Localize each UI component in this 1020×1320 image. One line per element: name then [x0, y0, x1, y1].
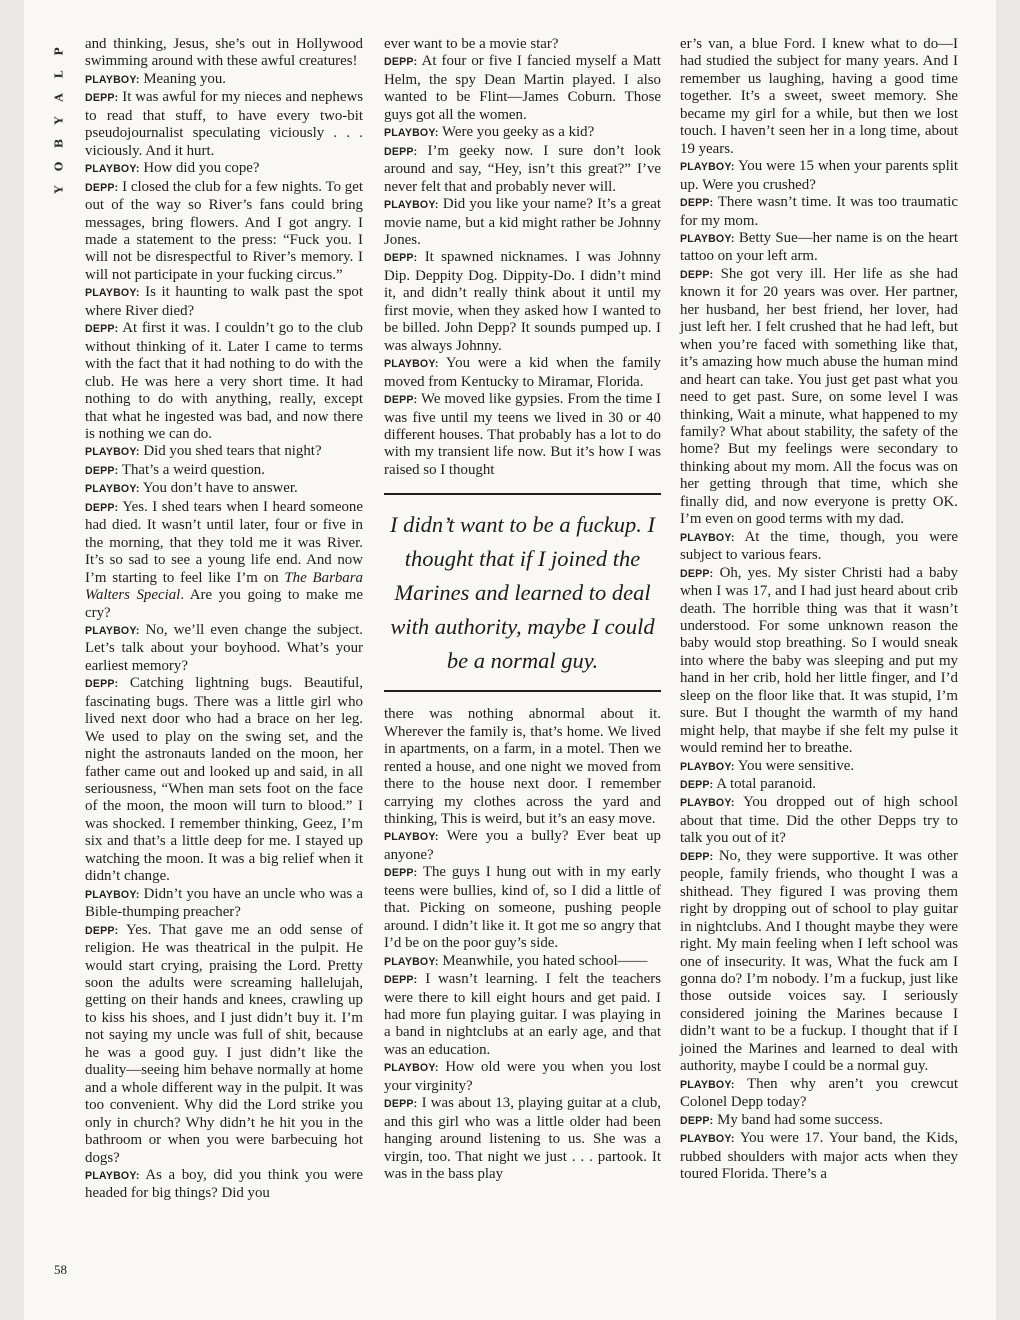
speaker-label: PLAYBOY :	[85, 446, 140, 458]
paragraph	[680, 529, 958, 565]
paragraph	[85, 284, 363, 320]
paragraph	[384, 53, 661, 124]
column-1-text	[85, 36, 363, 1203]
paragraph	[85, 71, 363, 89]
masthead-letter: Y	[52, 185, 66, 194]
paragraph-text: We moved like gypsies. From the time I was five until my teens we lived in 30 or 40 different houses. That probably has a lot to do with my transient life now. But it’s how I was raised so I thought	[384, 391, 661, 478]
pull-quote: I didn’t want to be a fuckup. I thought that if I joined the Marines and learned to deal with authority, maybe I could be a normal guy.	[384, 493, 661, 692]
speaker-label: DEPP :	[85, 182, 118, 194]
paragraph	[680, 1130, 958, 1183]
paragraph-text: Betty Sue—her name is on the heart tattoo on your left arm.	[680, 229, 958, 265]
paragraph	[384, 1095, 661, 1183]
masthead-letter: Y	[52, 116, 66, 125]
speaker-label: PLAYBOY :	[85, 74, 140, 86]
column-3	[680, 36, 958, 1183]
speaker-label: PLAYBOY :	[680, 797, 735, 809]
paragraph-text: There wasn’t time. It was too traumatic for my mom.	[680, 194, 958, 229]
paragraph	[680, 158, 958, 194]
page-number: 58	[54, 1262, 67, 1277]
paragraph-text: Is it haunting to walk past the spot where River died?	[85, 284, 363, 319]
masthead-letter: B	[52, 138, 66, 149]
column-2	[384, 36, 661, 1184]
paragraph	[85, 462, 363, 480]
speaker-label: PLAYBOY :	[680, 161, 735, 173]
paragraph-text: That’s a weird question.	[118, 461, 265, 478]
speaker-label: PLAYBOY :	[384, 127, 439, 139]
speaker-label: PLAYBOY :	[384, 956, 439, 968]
speaker-label: PLAYBOY :	[680, 1079, 735, 1091]
speaker-label: DEPP :	[85, 465, 118, 477]
paragraph	[85, 89, 363, 160]
paragraph	[680, 36, 958, 158]
masthead-letter: O	[52, 161, 66, 172]
speaker-label: PLAYBOY :	[384, 199, 439, 211]
paragraph	[384, 971, 661, 1059]
speaker-label: PLAYBOY :	[680, 761, 735, 773]
speaker-label: DEPP :	[384, 252, 417, 264]
paragraph-text: How did you cope?	[139, 160, 260, 177]
magazine-page	[24, 0, 996, 1320]
speaker-label: DEPP :	[384, 1098, 417, 1110]
paragraph	[384, 1059, 661, 1095]
paragraph-text: Yes. I shed tears when I heard someone had died. It wasn’t until later, four or five in the morning, that they told me it was River. It’s so sad to see a young life end. And now I’m starting to feel like I’m on	[85, 498, 363, 586]
speaker-label: DEPP :	[680, 779, 713, 791]
speaker-label: PLAYBOY :	[384, 358, 439, 370]
paragraph-text: You were 17. Your band, the Kids, rubbed shoulders with major acts when they toured Florida. There’s a	[680, 1130, 958, 1182]
speaker-label: PLAYBOY :	[85, 625, 140, 637]
paragraph-text: . Are you going to make me cry?	[85, 587, 363, 621]
masthead-letter: A	[52, 93, 66, 102]
paragraph	[85, 922, 363, 1167]
speaker-label: DEPP :	[85, 92, 118, 104]
column-3-text	[680, 36, 958, 1183]
paragraph	[680, 1076, 958, 1112]
paragraph-text: At the time, though, you were subject to various fears.	[680, 528, 958, 564]
paragraph-text: The guys I hung out with in my early teens were bullies, kind of, so I did a little of that. Picking on someone, pushing people around. I didn’t like it. It got me so angry that I’d be on the poor guy’s side.	[384, 864, 661, 952]
speaker-label: DEPP :	[384, 146, 417, 158]
masthead-vertical	[52, 40, 66, 201]
paragraph-text: Did you like your name? It’s a great movie name, but a kid might rather be Johnny Jones.	[384, 196, 661, 248]
paragraph	[680, 565, 958, 758]
paragraph	[384, 249, 661, 355]
paragraph	[384, 864, 661, 952]
italic-title: The Barbara Walters Special	[85, 569, 363, 604]
paragraph-text: You were sensitive.	[734, 757, 855, 774]
paragraph	[85, 480, 363, 498]
paragraph	[384, 36, 661, 53]
paragraph-text: Meanwhile, you hated school——	[438, 952, 648, 969]
paragraph-text: At four or five I fancied myself a Matt Helm, the spy Dean Martin played. I also wanted to be Flint—James Coburn. Those guys got all the women.	[384, 53, 661, 123]
paragraph-text: I closed the club for a few nights. To get out of the way so River’s fans could bring messages, bring flowers. And I got angry. I made a statement to the press: “Fuck you. I will not be disrespectful to River’s memory. I will not participate in your fucking circus.”	[85, 178, 363, 283]
speaker-label: PLAYBOY :	[680, 233, 735, 245]
paragraph	[85, 443, 363, 461]
paragraph-text: It was awful for my nieces and nephews to read that stuff, to have every two-bit pseudojournalist speculating viciously . . . viciously. And it hurt.	[85, 89, 363, 159]
paragraph	[680, 230, 958, 266]
speaker-label: DEPP :	[384, 974, 417, 986]
speaker-label: DEPP :	[85, 323, 118, 335]
paragraph-text: You dropped out of high school about that time. Did the other Depps try to talk you out of it?	[680, 794, 958, 847]
paragraph	[384, 196, 661, 249]
paragraph	[680, 794, 958, 847]
paragraph	[384, 124, 661, 142]
paragraph-text: You were 15 when your parents split up. Were you crushed?	[680, 158, 958, 193]
paragraph	[384, 953, 661, 971]
speaker-label: DEPP :	[384, 394, 417, 406]
paragraph-text: At first it was. I couldn’t go to the club without thinking of it. Later I came to terms with the fact that it had nothing to do with the club. He was here a very short time. It had nothing to do with anything, really, except that what he ingested was bad, and now there is nothing we can do.	[85, 320, 363, 442]
speaker-label: DEPP :	[85, 502, 118, 514]
speaker-label: PLAYBOY :	[85, 287, 140, 299]
speaker-label: DEPP :	[680, 568, 713, 580]
speaker-label: PLAYBOY :	[85, 163, 140, 175]
paragraph	[85, 622, 363, 675]
paragraph-text: It spawned nicknames. I was Johnny Dip. Deppity Dog. Dippity-Do. I didn’t mind it, and didn’t really think about it until my first movie, when they asked how I wanted to be billed. John Depp? It sounds pumped up. I was always Johnny.	[384, 249, 661, 354]
speaker-label: DEPP :	[384, 56, 417, 68]
speaker-label: PLAYBOY :	[85, 889, 140, 901]
paragraph-text: You were a kid when the family moved from Kentucky to Miramar, Florida.	[384, 355, 661, 390]
masthead-letter: P	[52, 47, 66, 56]
speaker-label: DEPP :	[680, 269, 713, 281]
paragraph-text: Meaning you.	[139, 70, 227, 87]
speaker-label: PLAYBOY :	[680, 1133, 735, 1145]
paragraph-text: Oh, yes. My sister Christi had a baby when I was 17, and I had just heard about crib death. The horrible thing was that it wasn’t understood. For some unknown reason the baby would stop breathing. So I would sneak into where the baby was sleeping and put my hand in her crib, hold her little finger, and I’d sleep on the floor like that. It was stupid, I’m sure. But I thought the warmth of my hand might help, that maybe if she felt my pulse it would remind her to breathe.	[680, 564, 958, 757]
paragraph-text: Did you shed tears that night?	[139, 443, 322, 460]
paragraph	[85, 36, 363, 71]
paragraph	[85, 675, 363, 885]
speaker-label: DEPP :	[85, 678, 118, 690]
paragraph	[384, 828, 661, 864]
paragraph	[85, 1167, 363, 1203]
paragraph-text: My band had some success.	[713, 1111, 883, 1128]
paragraph	[85, 160, 363, 178]
paragraph-text: As a boy, did you think you were headed for big things? Did you	[85, 1167, 363, 1202]
paragraph	[384, 391, 661, 479]
paragraph	[680, 848, 958, 1076]
paragraph-text: er’s van, a blue Ford. I knew what to do—I had studied the subject for many years. And I remember us laughing, having a good time together. It’s a sweet, sweet memory. She became my girl for a while, but then we lost touch. I haven’t seen her in a long time, about 19 years.	[680, 36, 958, 157]
paragraph	[384, 706, 661, 828]
speaker-label: DEPP :	[384, 867, 417, 879]
masthead-letter: L	[52, 70, 66, 79]
paragraph-text: No, we’ll even change the subject. Let’s talk about your boyhood. What’s your earliest memory?	[85, 621, 363, 674]
paragraph-text: I was about 13, playing guitar at a club, and this girl who was a little older had been hanging around listening to us. She was a virgin, too. That night we just . . . partook. It was in the bass play	[384, 1095, 661, 1183]
speaker-label: PLAYBOY :	[384, 1062, 439, 1074]
column-2-text-top	[384, 36, 661, 479]
paragraph-text: You don’t have to answer.	[139, 480, 298, 497]
paragraph	[384, 355, 661, 391]
speaker-label: PLAYBOY :	[85, 483, 140, 495]
paragraph-text: ever want to be a movie star?	[384, 36, 559, 52]
speaker-label: PLAYBOY :	[680, 532, 735, 544]
paragraph-text: Yes. That gave me an odd sense of religion. He was theatrical in the pulpit. He would start crying, praising the Lord. Pretty soon the adults were screaming hallelujah, getting on their hands and knees, crawling up to kiss his shoes, and I just didn’t buy it. I’m not saying my uncle was full of shit, because he was a good guy. I just didn’t like the duality—seeing him behave normally at home and a whole different way in the pulpit. It was too convenient. Why did the Lord strike you only in church? Why didn’t he hit you in the bathroom or when you were barbecuing hot dogs?	[85, 921, 363, 1166]
paragraph-text: there was nothing abnormal about it. Wherever the family is, that’s home. We lived in apartments, on a farm, in a motel. Then we rented a house, and one night we moved from there to the house next door. I remember carrying my clothes across the yard and thinking, This is weird, but it’s an easy move.	[384, 706, 661, 828]
paragraph	[680, 266, 958, 529]
paragraph-text: No, they were supportive. It was other people, family friends, who thought I was a shithead. They figured I was proving them right by dropping out of school to play guitar in nightclubs. And I thought maybe they were right. My main feeling when I left school was one of insecurity. It was, What the fuck am I gonna do? I’m nobody. I’m a fuckup, just like those outside voices say. I seriously considered joining the Marines because I didn’t want to be a fuckup. I thought that if I joined the Marines and learned to deal with authority, maybe I could be a normal guy.	[680, 847, 958, 1075]
speaker-label: PLAYBOY :	[85, 1170, 140, 1182]
paragraph-text: and thinking, Jesus, she’s out in Hollywood swimming around with these awful creatures!	[85, 36, 363, 70]
column-1	[85, 36, 363, 1203]
paragraph-text: She got very ill. Her life as she had known it for 20 years was over. Her partner, her husband, her best friend, her lover, had just left her. I felt crushed that he had left, but when you’re faced with something like that, it’s amazing how much abuse the human mind and heart can take. You just get past what you need to get past. Sure, on some level I was thinking, Wait a minute, what happened to my family? What about stability, the safety of the home? But my feelings were secondary to thinking about my mom. All the focus was on her getting through that time, which she finally did, and now everyone is pretty OK. I’m even on good terms with my dad.	[680, 265, 958, 528]
speaker-label: DEPP :	[680, 197, 713, 209]
paragraph	[680, 776, 958, 794]
column-2-text-bottom	[384, 706, 661, 1183]
speaker-label: DEPP :	[680, 1115, 713, 1127]
paragraph	[680, 1112, 958, 1130]
paragraph	[384, 143, 661, 196]
paragraph	[680, 758, 958, 776]
speaker-label: DEPP :	[680, 851, 713, 863]
paragraph	[85, 886, 363, 922]
paragraph	[85, 499, 363, 622]
paragraph-text: I wasn’t learning. I felt the teachers were there to kill eight hours and get paid. I had more fun playing guitar. I was playing in a band in nightclubs at an early age, and that was an education.	[384, 971, 661, 1058]
paragraph-text: Were you a bully? Ever beat up anyone?	[384, 828, 661, 863]
paragraph-text: I’m geeky now. I sure don’t look around and say, “Hey, isn’t this great?” I’ve never felt that and probably never will.	[384, 142, 661, 195]
paragraph	[680, 194, 958, 230]
paragraph	[85, 320, 363, 443]
paragraph-text: Were you geeky as a kid?	[438, 124, 595, 141]
paragraph-text: Catching lightning bugs. Beautiful, fascinating bugs. There was a little girl who lived next door who had a brace on her leg. We used to play on the swing set, and the night the astronauts landed on the moon, her father came out and looked up and said, in all seriousness, “When man sets foot on the face of the moon, the moon will turn to blood.” I was shocked. I remember thinking, Geez, I’m six and that’s a little deep for me. I stayed up watching the moon. It was a big relief when it didn’t change.	[85, 675, 363, 885]
paragraph-text: A total paranoid.	[713, 776, 816, 793]
paragraph-text: How old were you when you lost your virginity?	[384, 1059, 661, 1094]
speaker-label: PLAYBOY :	[384, 831, 439, 843]
paragraph	[85, 179, 363, 285]
paragraph-text: Didn’t you have an uncle who was a Bible-thumping preacher?	[85, 885, 363, 921]
speaker-label: DEPP :	[85, 925, 118, 937]
paragraph-text: Then why aren’t you crewcut Colonel Depp today?	[680, 1075, 958, 1111]
